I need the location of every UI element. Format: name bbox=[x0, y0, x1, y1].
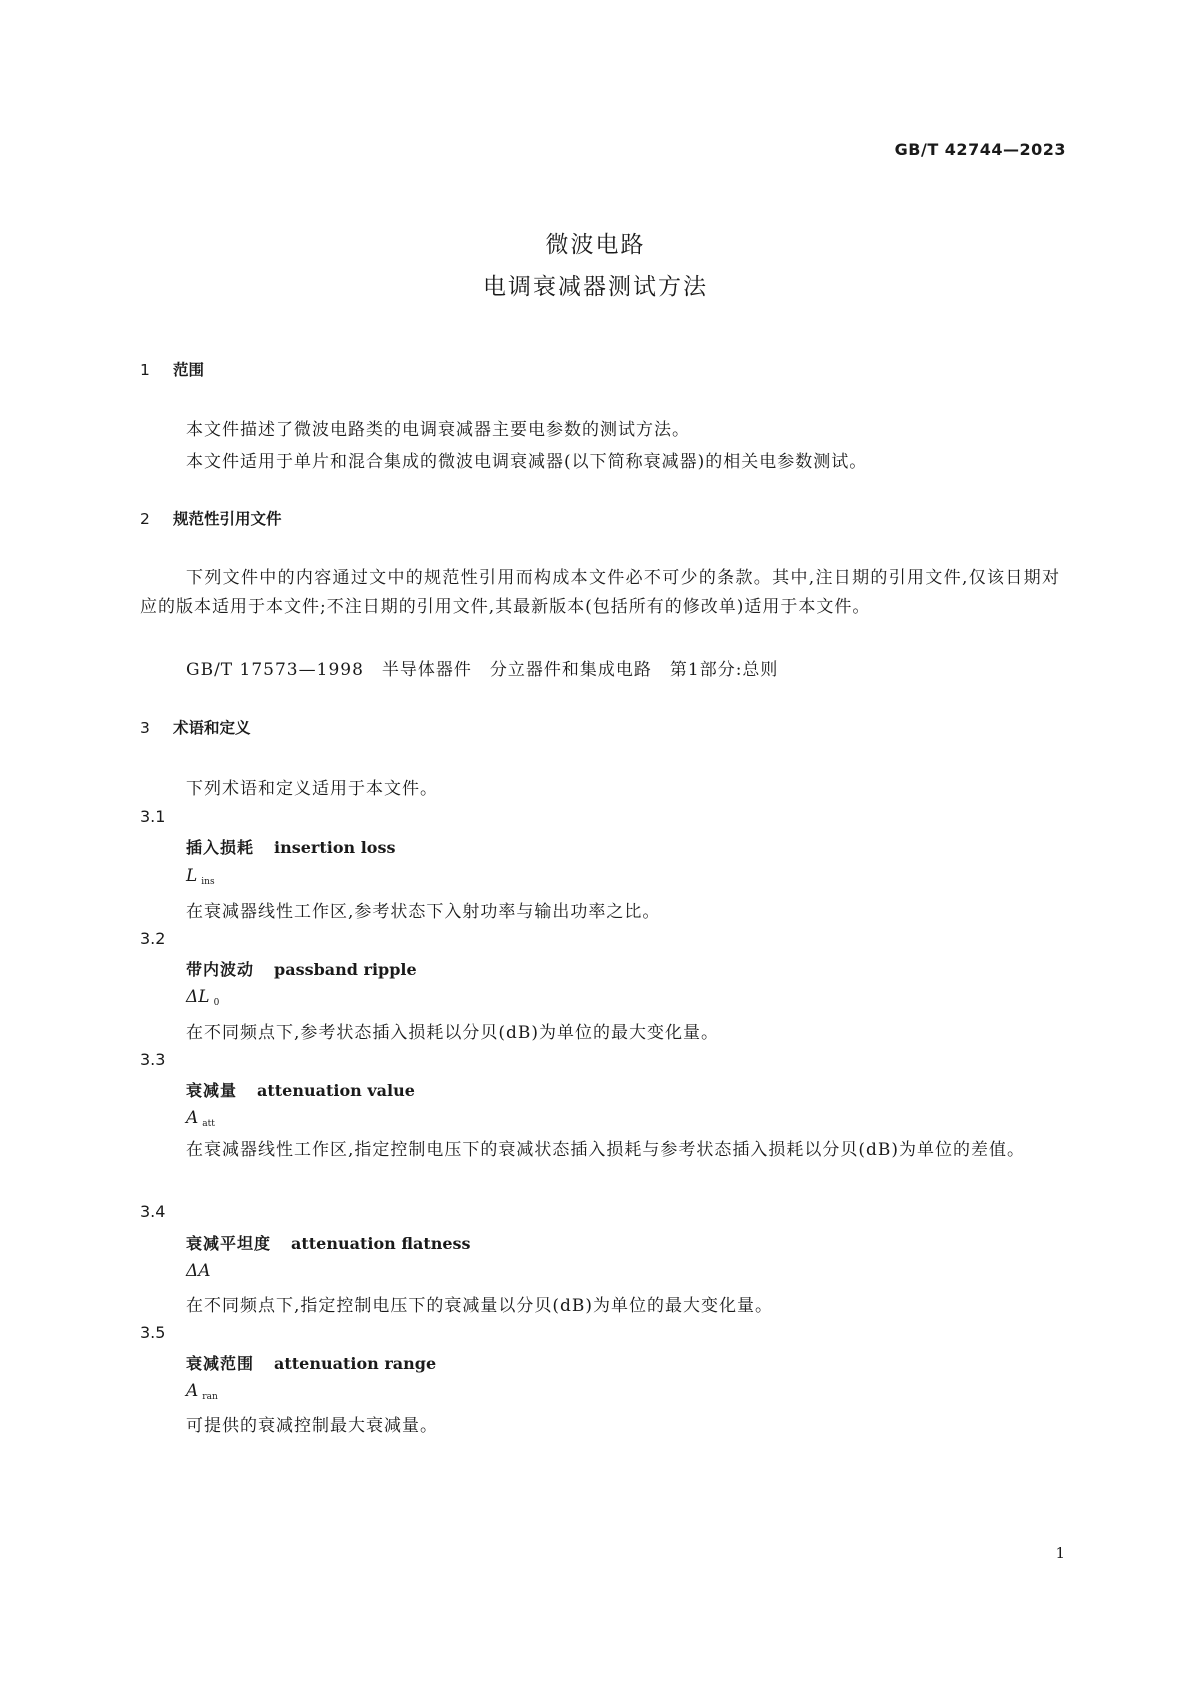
document-title-line2: 电调衰减器测试方法 bbox=[483, 274, 708, 300]
term-name-en: attenuation value bbox=[257, 1081, 415, 1100]
term-clause-number: 3.2 bbox=[140, 929, 166, 948]
term-symbol bbox=[186, 1381, 218, 1402]
symbol-subscript: ran bbox=[202, 1392, 218, 1402]
section-title: 术语和定义 bbox=[173, 719, 251, 737]
symbol-subscript: att bbox=[202, 1119, 215, 1129]
symbol-main: A bbox=[186, 1108, 199, 1128]
term-heading bbox=[186, 1351, 436, 1374]
symbol-main: L bbox=[186, 866, 198, 886]
term-definition: 在不同频点下,指定控制电压下的衰减量以分贝(dB)为单位的最大变化量。 bbox=[186, 1296, 774, 1316]
term-definition: 可提供的衰减控制最大衰减量。 bbox=[186, 1416, 438, 1436]
section-1-paragraph-2: 本文件适用于单片和混合集成的微波电调衰减器(以下简称衰减器)的相关电参数测试。 bbox=[186, 452, 868, 472]
term-clause-number: 3.1 bbox=[140, 807, 166, 826]
term-name-zh: 插入损耗 bbox=[186, 838, 255, 857]
normative-reference: GB/T 17573—1998 半导体器件 分立器件和集成电路 第1部分:总则 bbox=[186, 660, 779, 680]
term-heading bbox=[186, 957, 417, 980]
term-definition: 在不同频点下,参考状态插入损耗以分贝(dB)为单位的最大变化量。 bbox=[186, 1023, 720, 1043]
symbol-main: ΔA bbox=[186, 1261, 211, 1281]
document-title-line1: 微波电路 bbox=[545, 232, 646, 258]
page-number: 1 bbox=[1055, 1544, 1065, 1562]
section-number: 3 bbox=[140, 719, 150, 737]
section-1-heading bbox=[140, 358, 204, 380]
section-number: 2 bbox=[140, 510, 150, 528]
term-definition: 在衰减器线性工作区,指定控制电压下的衰减状态插入损耗与参考状态插入损耗以分贝(dB)为单位的差值。 bbox=[186, 1140, 1026, 1160]
term-heading bbox=[186, 1231, 471, 1254]
section-title: 范围 bbox=[173, 361, 205, 379]
term-heading bbox=[186, 1078, 415, 1101]
symbol-subscript: 0 bbox=[213, 998, 220, 1008]
term-name-zh: 衰减平坦度 bbox=[186, 1234, 272, 1253]
term-clause-number: 3.4 bbox=[140, 1202, 166, 1221]
term-heading bbox=[186, 835, 395, 858]
symbol-main: A bbox=[186, 1381, 199, 1401]
section-3-heading bbox=[140, 716, 251, 738]
term-clause-number: 3.3 bbox=[140, 1050, 166, 1069]
term-name-en: passband ripple bbox=[274, 960, 417, 979]
section-1-paragraph-1: 本文件描述了微波电路类的电调衰减器主要电参数的测试方法。 bbox=[186, 420, 690, 440]
section-number: 1 bbox=[140, 361, 150, 379]
term-name-en: attenuation flatness bbox=[291, 1234, 471, 1253]
term-symbol bbox=[186, 1108, 215, 1129]
term-symbol bbox=[186, 987, 219, 1008]
term-symbol bbox=[186, 1261, 215, 1282]
section-2-paragraph-1: 下列文件中的内容通过文中的规范性引用而构成本文件必不可少的条款。其中,注日期的引用文件,仅该日期对应的版本适用于本文件;不注日期的引用文件,其最新版本(包括所有的修改单)适用于本文件。 bbox=[140, 568, 1060, 617]
term-name-en: attenuation range bbox=[274, 1354, 437, 1373]
section-2-heading bbox=[140, 507, 282, 529]
section-title: 规范性引用文件 bbox=[173, 510, 282, 528]
term-name-zh: 衰减范围 bbox=[186, 1354, 255, 1373]
section-3-paragraph-1: 下列术语和定义适用于本文件。 bbox=[186, 779, 438, 799]
symbol-subscript: ins bbox=[201, 877, 215, 887]
term-name-en: insertion loss bbox=[274, 838, 396, 857]
term-symbol bbox=[186, 866, 215, 887]
term-clause-number: 3.5 bbox=[140, 1323, 166, 1342]
standard-code: GB/T 42744—2023 bbox=[894, 140, 1066, 159]
term-name-zh: 衰减量 bbox=[186, 1081, 238, 1100]
term-definition: 在衰减器线性工作区,参考状态下入射功率与输出功率之比。 bbox=[186, 902, 661, 922]
symbol-main: ΔL bbox=[186, 987, 210, 1007]
term-name-zh: 带内波动 bbox=[186, 960, 255, 979]
